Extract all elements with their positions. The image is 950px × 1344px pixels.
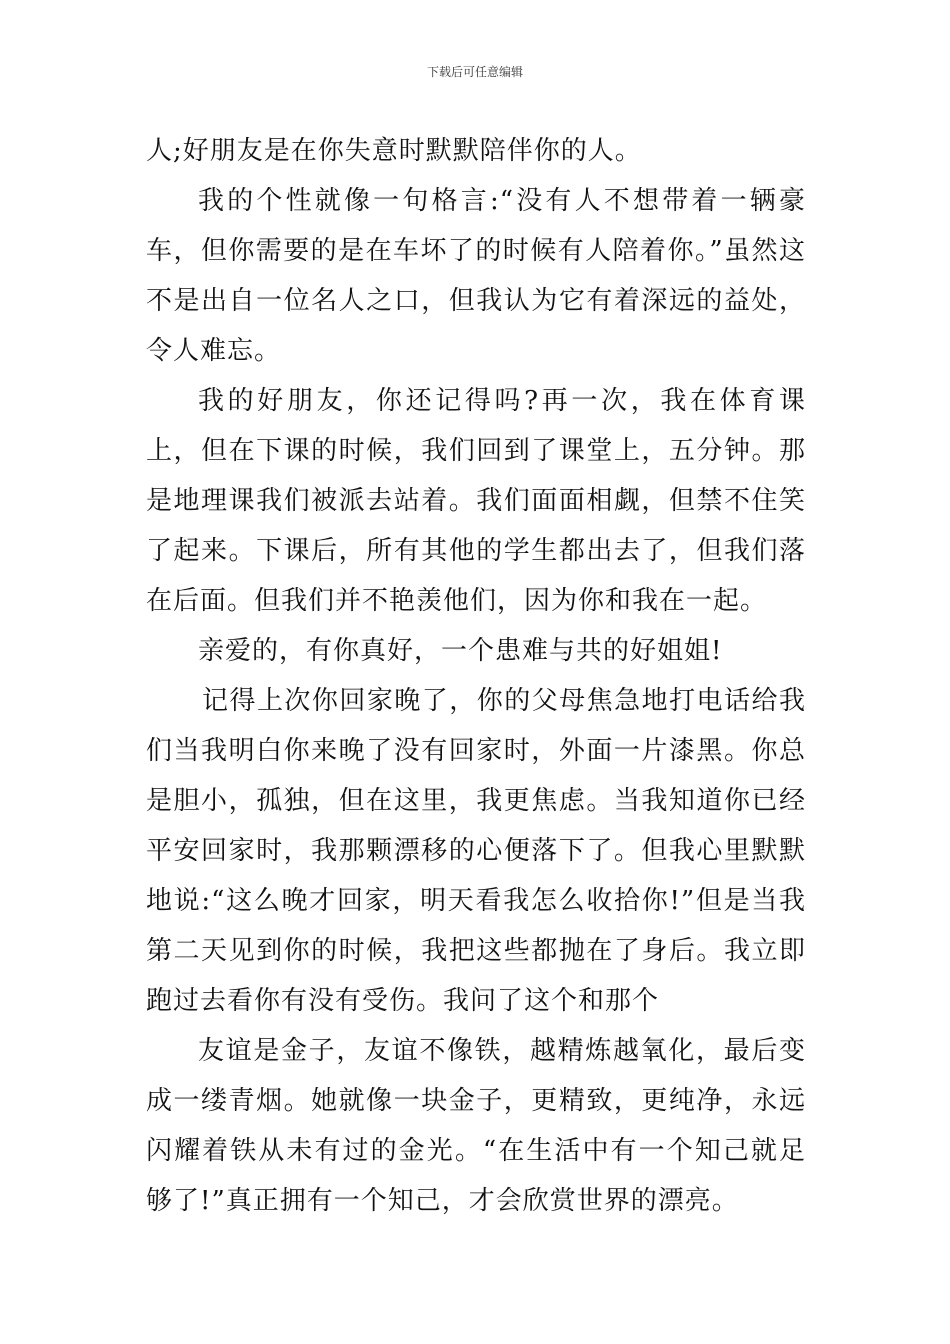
paragraph-1: 人;好朋友是在你失意时默默陪伴你的人。 <box>146 136 642 166</box>
paragraph-2: 我的个性就像一句格言:“没有人不想带着一辆豪车，但你需要的是在车坏了的时候有人陪着你。”虽然这不是出自一位名人之口，但我认为它有着深远的益处，令人难忘。 <box>146 186 806 366</box>
paragraph-5: 记得上次你回家晚了，你的父母焦急地打电话给我们当我明白你来晚了没有回家时，外面一片漆黑。你总是胆小，孤独，但在这里，我更焦虑。当我知道你已经平安回家时，我那颗漂移的心便落下了。但我心里默默地说:“这么晚才回家，明天看我怎么收拾你!”但是当我第二天见到你的时候，我把这些都抛在了身后。我立即跑过去看你有没有受伤。我问了这个和那个 <box>146 686 806 1016</box>
document-body <box>146 126 806 1226</box>
paragraph-3: 我的好朋友，你还记得吗?再一次，我在体育课上，但在下课的时候，我们回到了课堂上，五分钟。那是地理课我们被派去站着。我们面面相觑，但禁不住笑了起来。下课后，所有其他的学生都出去了，但我们落在后面。但我们并不艳羡他们，因为你和我在一起。 <box>146 386 806 616</box>
paragraph-4: 亲爱的，有你真好，一个患难与共的好姐姐! <box>198 636 723 666</box>
page-header-note: 下载后可任意编辑 <box>426 65 523 79</box>
paragraph-6: 友谊是金子，友谊不像铁，越精炼越氧化，最后变成一缕青烟。她就像一块金子，更精致，更纯净，永远闪耀着铁从未有过的金光。“在生活中有一个知己就足够了!”真正拥有一个知己，才会欣赏世界的漂亮。 <box>146 1036 806 1216</box>
